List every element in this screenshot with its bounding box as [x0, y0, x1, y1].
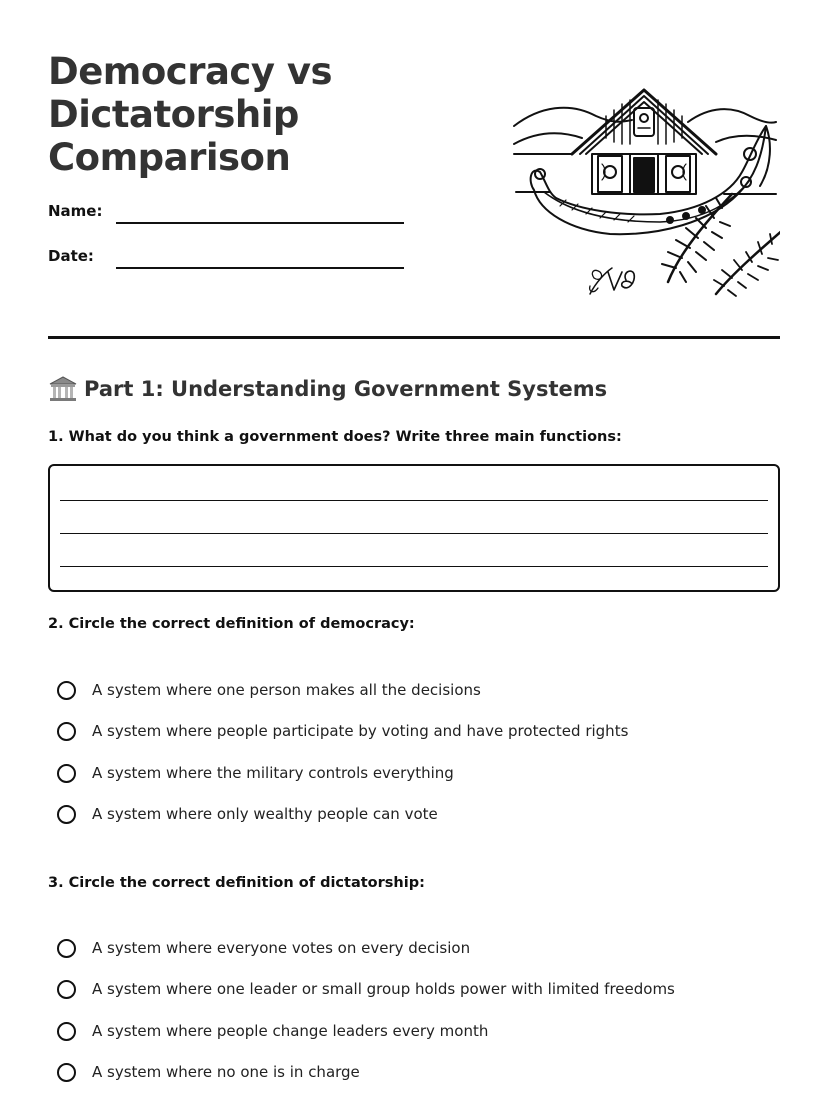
q2-option-1[interactable] — [57, 677, 481, 703]
q3-option-1-text: A system where everyone votes on every decision — [92, 939, 471, 957]
meeting-house-illustration — [510, 82, 780, 304]
question-3-prompt: 3. Circle the correct definition of dictatorship: — [48, 875, 425, 891]
answer-line-3[interactable] — [60, 566, 768, 567]
title-line-1: Democracy vs — [48, 50, 333, 93]
q3-option-2-circle[interactable] — [57, 980, 76, 999]
q2-option-4-text: A system where only wealthy people can vote — [92, 805, 438, 823]
part-1-heading — [48, 372, 607, 406]
q2-option-1-text: A system where one person makes all the decisions — [92, 681, 481, 699]
worksheet-title — [48, 50, 468, 179]
worksheet-page — [48, 0, 780, 1118]
q3-option-1[interactable] — [57, 935, 470, 961]
question-1-answer-box[interactable] — [48, 464, 780, 592]
q3-option-3-text: A system where people change leaders every month — [92, 1022, 489, 1040]
part-1-heading-text: Part 1: Understanding Government Systems — [84, 377, 608, 401]
q2-option-3-text: A system where the military controls everything — [92, 764, 454, 782]
name-label: Name: — [48, 202, 103, 220]
q3-option-4-circle[interactable] — [57, 1063, 76, 1082]
q3-option-1-circle[interactable] — [57, 939, 76, 958]
q2-option-4[interactable] — [57, 801, 438, 827]
title-line-3: Comparison — [48, 136, 291, 179]
name-field — [48, 202, 408, 226]
name-input-line[interactable] — [116, 222, 404, 224]
q3-option-2-text: A system where one leader or small group holds power with limited freedoms — [92, 980, 675, 998]
date-input-line[interactable] — [116, 267, 404, 269]
q2-option-1-circle[interactable] — [57, 681, 76, 700]
answer-line-1[interactable] — [60, 500, 768, 501]
classical-building-icon — [48, 374, 78, 404]
q3-option-4-text: A system where no one is in charge — [92, 1063, 360, 1081]
q2-option-4-circle[interactable] — [57, 805, 76, 824]
date-label: Date: — [48, 247, 94, 265]
title-line-2: Dictatorship — [48, 93, 299, 136]
question-1-prompt: 1. What do you think a government does? Write three main functions: — [48, 429, 622, 445]
section-divider — [48, 336, 780, 339]
q2-option-2-text: A system where people participate by voting and have protected rights — [92, 722, 629, 740]
q3-option-4[interactable] — [57, 1059, 360, 1085]
q2-option-2[interactable] — [57, 718, 628, 744]
q3-option-2[interactable] — [57, 976, 675, 1002]
q3-option-3-circle[interactable] — [57, 1022, 76, 1041]
q3-option-3[interactable] — [57, 1018, 488, 1044]
q2-option-3-circle[interactable] — [57, 764, 76, 783]
q2-option-3[interactable] — [57, 760, 454, 786]
q2-option-2-circle[interactable] — [57, 722, 76, 741]
answer-line-2[interactable] — [60, 533, 768, 534]
date-field — [48, 247, 408, 271]
question-2-prompt: 2. Circle the correct definition of democracy: — [48, 616, 415, 632]
